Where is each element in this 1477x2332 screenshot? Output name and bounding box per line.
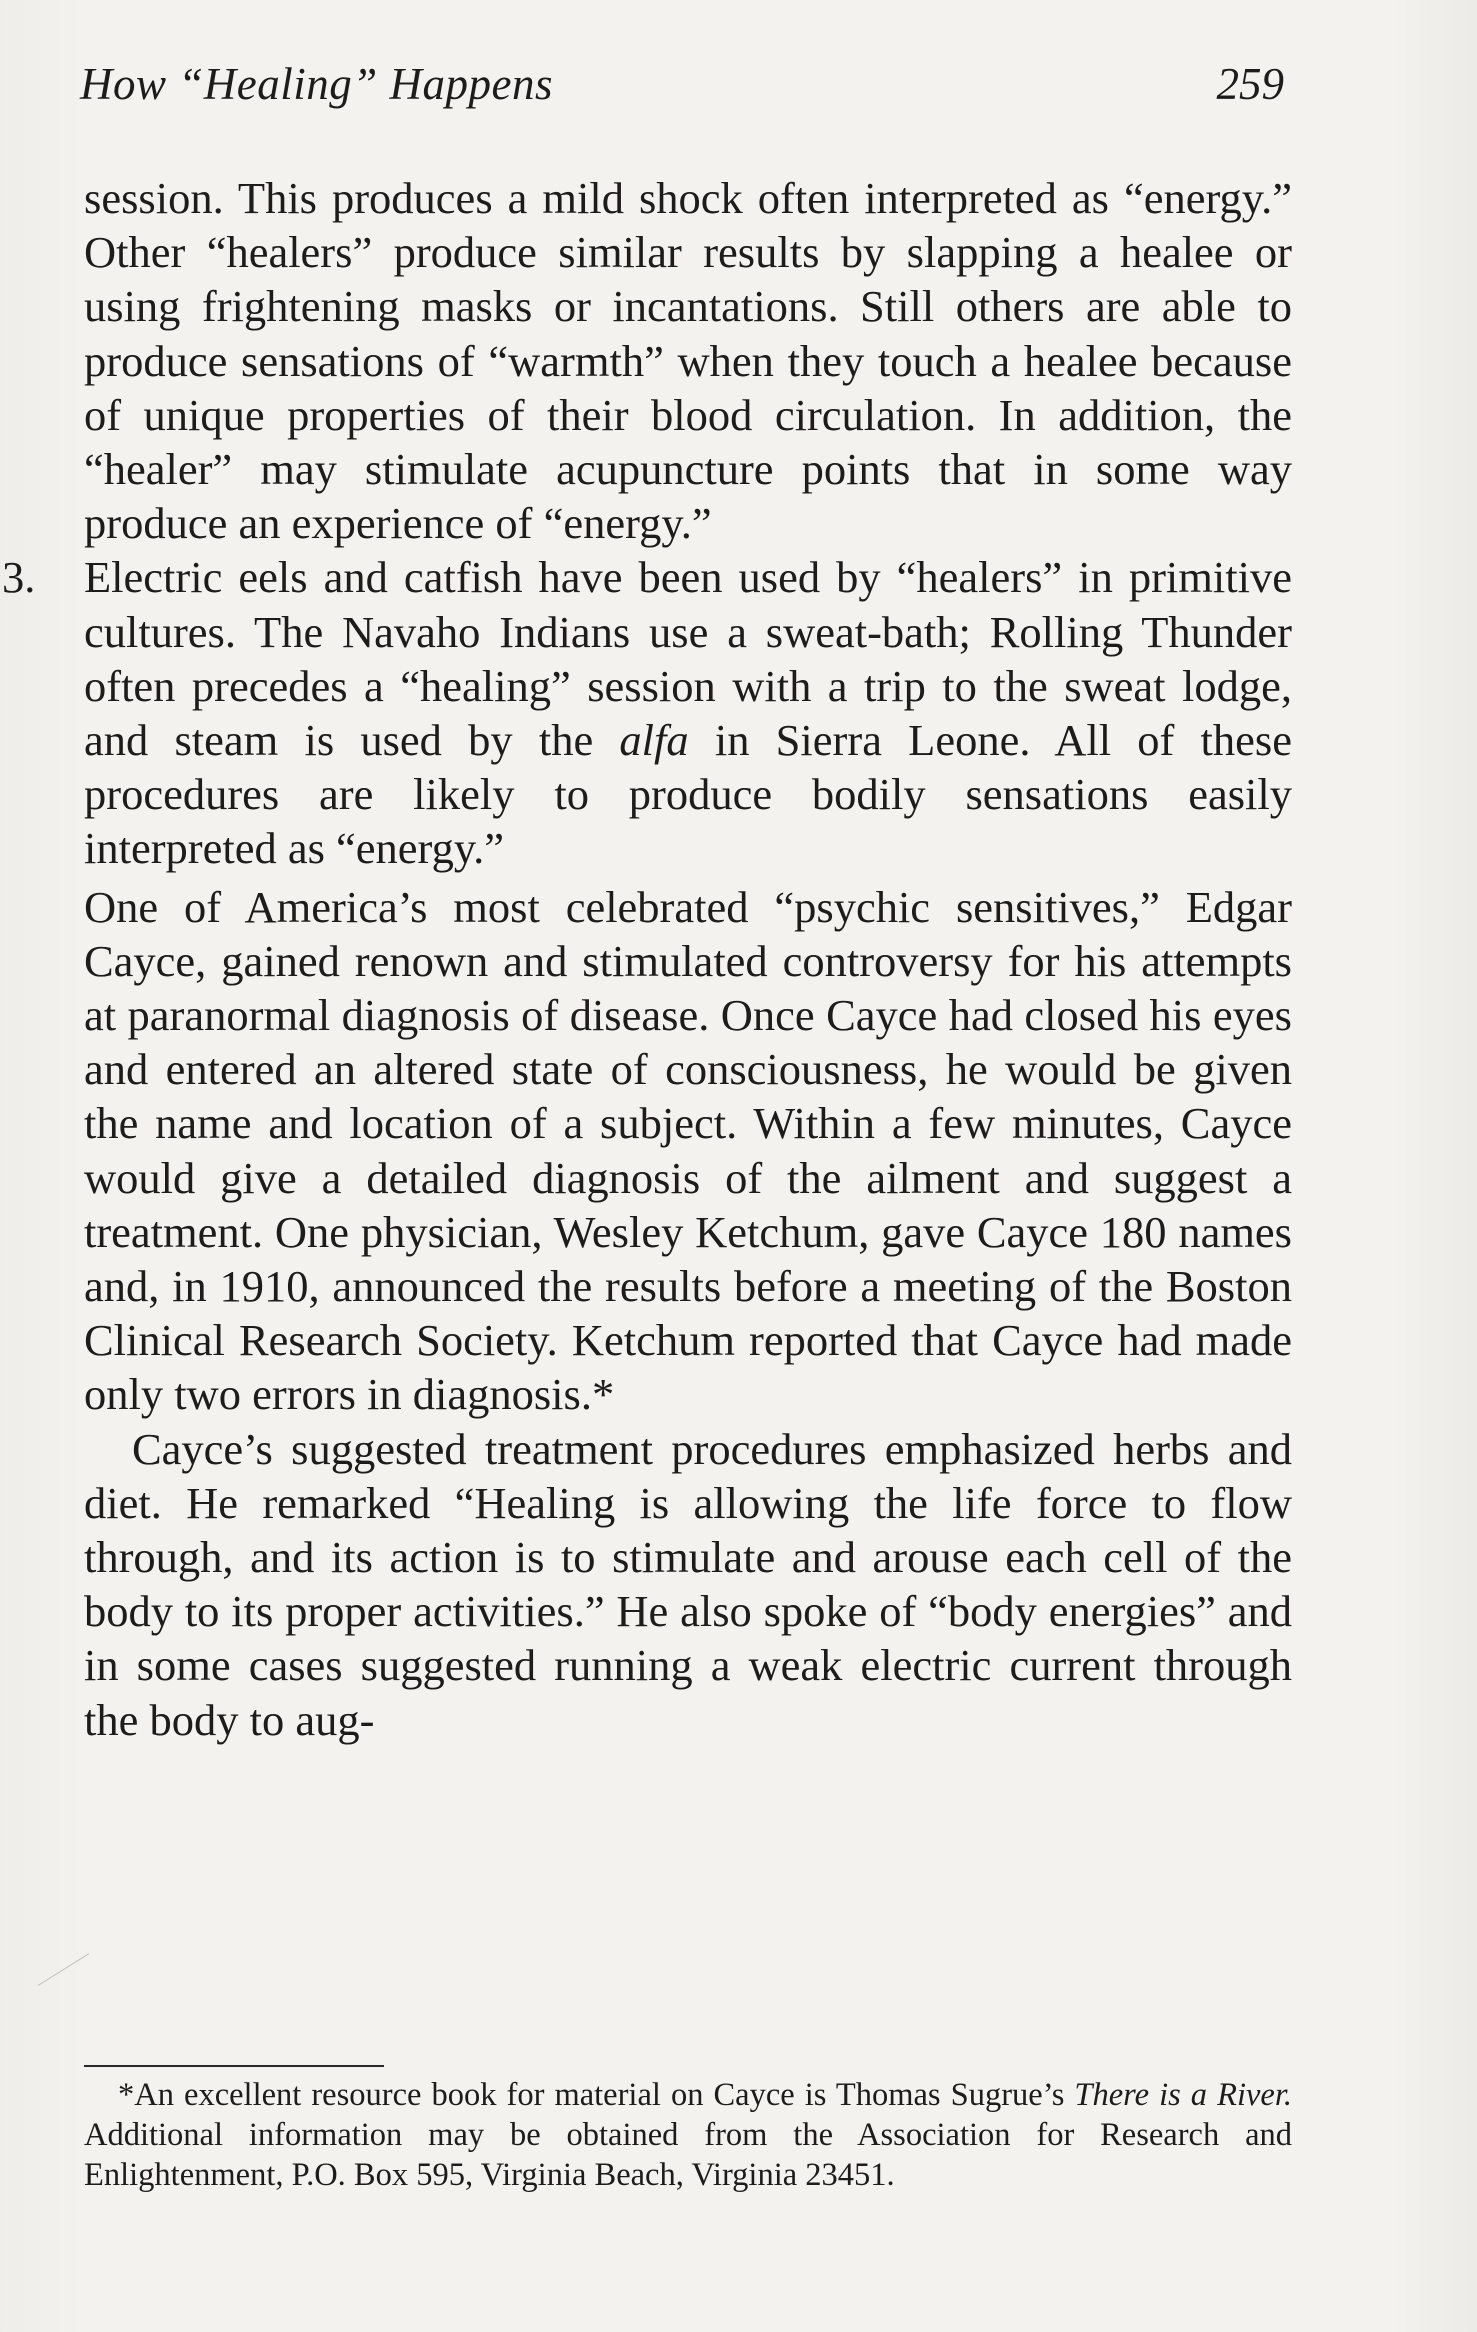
footnote-text-part: Additional information may be obtained from the Association for Research and Enlightenment, P.O. Box 595, Virginia Beach, Virginia 23451. — [84, 2117, 1292, 2193]
list-item-continuation: session. This produces a mild shock often interpreted as “energy.” Other “healers” produce similar results by slapping a healee or using frightening masks or incantations. Still others are able to produce sensations of “warmth” when they touch a healee because of unique properties of their blood circulation. In addition, the “healer” may stimulate acupuncture points that in some way produce an experience of “energy.” — [84, 173, 1292, 549]
list-item-text-part: in Sierra Leone. All of these procedures are likely to produce bodily sensations easily interpreted as “energy.” — [84, 715, 1292, 874]
page-number: 259 — [1216, 59, 1284, 109]
footnote-book-title: There is a River. — [1074, 2077, 1292, 2113]
paragraph-cayce-treatment: Cayce’s suggested treatment procedures emphasized herbs and diet. He remarked “Healing is allowing the life force to flow through, and its action is to stimulate and arouse each cell of the body to its proper activities.” He also spoke of “body energies” and in some cases suggested running a weak electric current through the body to aug- — [84, 1423, 1292, 1745]
footnote-rule — [84, 2065, 384, 2067]
footnote-text-part: *An excellent resource book for material on Cayce is Thomas Sugrue’s — [118, 2077, 1075, 2113]
footnote — [84, 2075, 1292, 2195]
list-item-text-part: Electric eels and catfish have been used by “healers” in primitive cultures. The Navaho Indians use a sweat-bath; Rolling Thunder often precedes a “healing” session with a trip to the sweat lodge, and steam is used by the — [84, 552, 1292, 766]
running-head: How “Healing” Happens — [80, 59, 554, 109]
main-text — [2, 171, 1292, 1747]
list-item-number: 3. — [2, 552, 36, 603]
paragraph-cayce-intro: One of America’s most celebrated “psychic sensitives,” Edgar Cayce, gained renown and stimulated controversy for his attempts at paranormal diagnosis of disease. Once Cayce had closed his eyes and entered an altered state of consciousness, he would be given the name and location of a subject. Within a few minutes, Cayce would give a detailed diagnosis of the ailment and suggest a treatment. One physician, Wesley Ketchum, gave Cayce 180 names and, in 1910, announced the results before a meeting of the Boston Clinical Research Society. Ketchum reported that Cayce had made only two errors in diagnosis.* — [84, 881, 1292, 1420]
list-item-3 — [2, 550, 1292, 875]
italic-term-alfa: alfa — [619, 715, 689, 766]
pencil-mark — [38, 1953, 89, 1986]
